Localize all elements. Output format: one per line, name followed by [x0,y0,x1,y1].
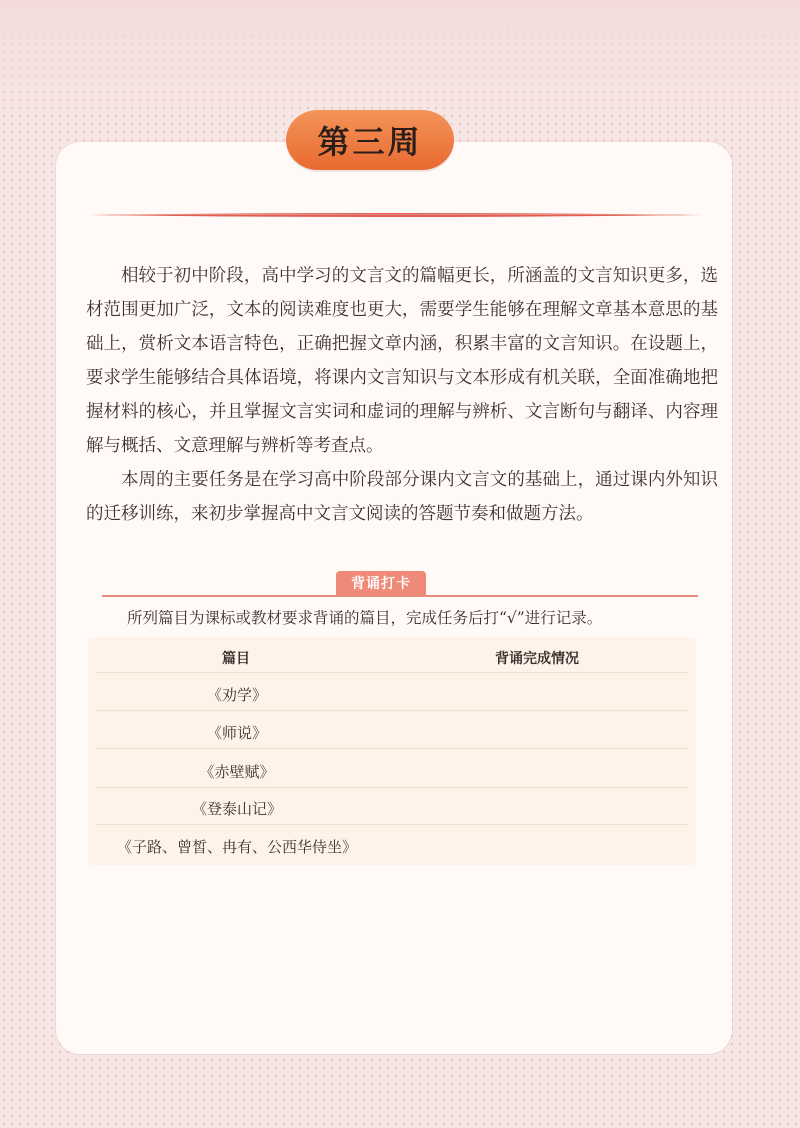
intro-text [86,259,718,531]
row-divider [96,710,688,711]
recitation-note: 所列篇目为课标或教材要求背诵的篇目，完成任务后打“√”进行记录。 [127,609,603,627]
table-row-title: 《师说》 [206,724,267,742]
intro-paragraph: 相较于初中阶段，高中学习的文言文的篇幅更长，所涵盖的文言知识更多，选材范围更加广泛，文本的阅读难度也更大，需要学生能够在理解文章基本意思的基础上，赏析文本语言特色，正确把握文章内涵，积累丰富的文言知识。在设题上，要求学生能够结合具体语境，将课内文言知识与文本形成有机关联，全面准确地把握材料的核心，并且掌握文言实词和虚词的理解与辨析、文言断句与翻译、内容理解与概括、文意理解与辨析等考查点。 [86,266,718,456]
column-header-title: 篇目 [222,651,250,667]
title-divider [88,211,704,219]
row-divider [96,824,688,825]
recitation-tab: 背诵打卡 [336,571,426,595]
week-title: 第三周 [286,110,454,170]
row-divider [96,748,688,749]
column-header-status: 背诵完成情况 [495,651,579,667]
recitation-divider [102,595,698,597]
table-row-title: 《登泰山记》 [191,800,282,818]
table-row-title: 《劝学》 [206,686,267,704]
row-divider [96,787,688,788]
table-row-title: 《赤壁赋》 [199,763,275,781]
page-top-band [0,0,800,112]
intro-paragraph: 本周的主要任务是在学习高中阶段部分课内文言文的基础上，通过课内外知识的迁移训练，来初步掌握高中文言文阅读的答题节奏和做题方法。 [86,470,718,524]
row-divider [96,672,688,673]
table-row-title: 《子路、曾皙、冉有、公西华侍坐》 [116,838,357,856]
